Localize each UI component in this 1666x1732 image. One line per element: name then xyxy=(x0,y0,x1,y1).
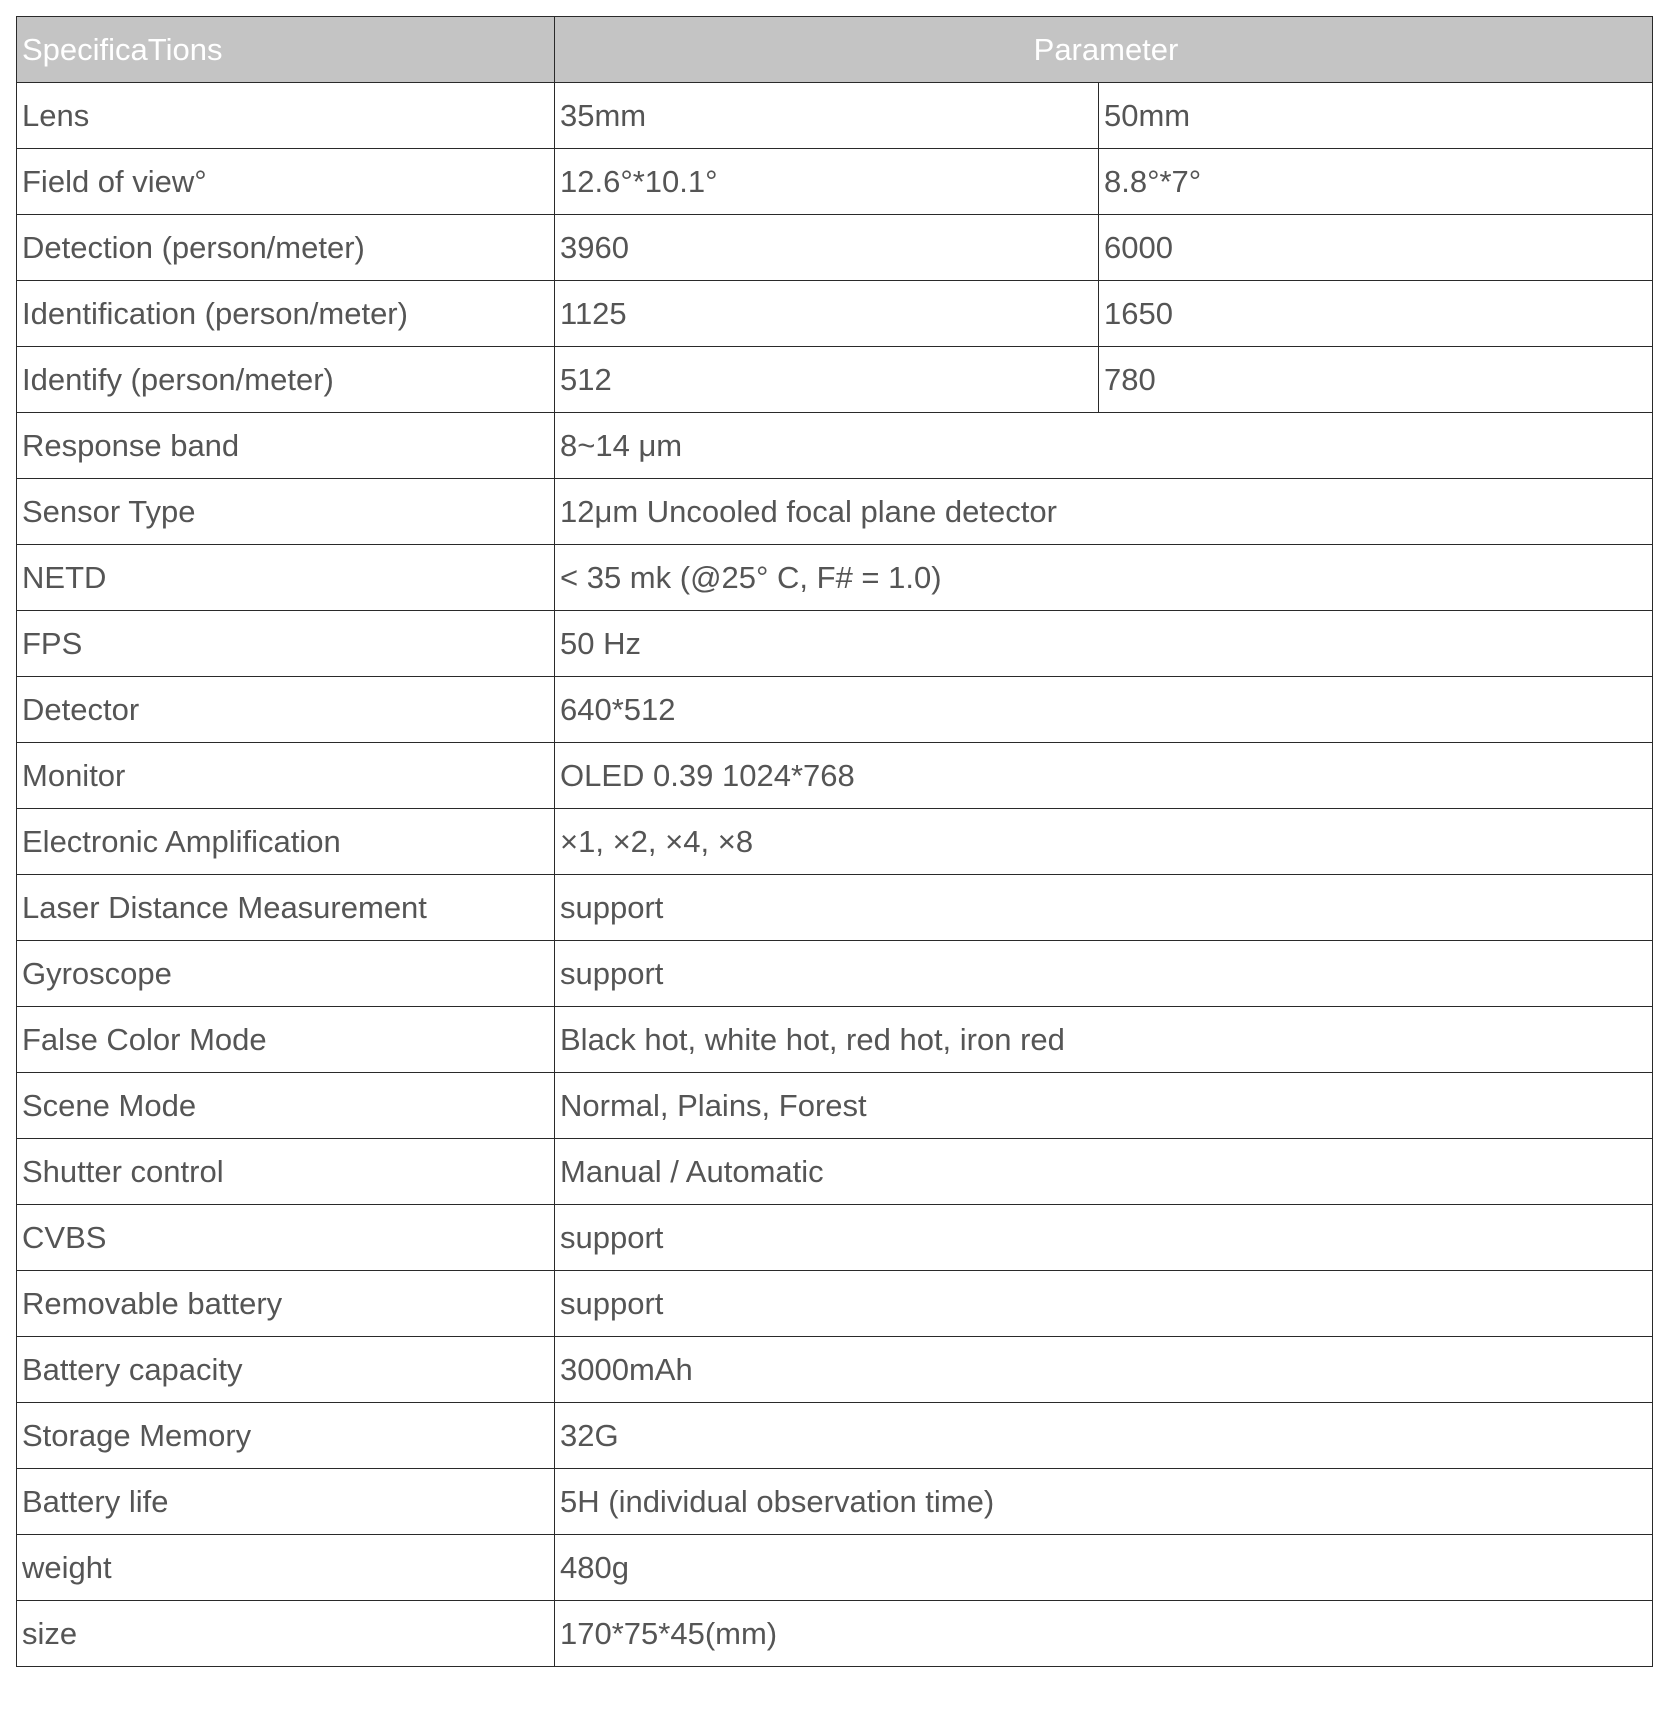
spec-label: Electronic Amplification xyxy=(17,809,555,875)
table-row xyxy=(17,1403,1653,1469)
spec-label: Battery capacity xyxy=(17,1337,555,1403)
spec-value-35mm: 512 xyxy=(555,347,1099,413)
table-row xyxy=(17,1337,1653,1403)
spec-label: Response band xyxy=(17,413,555,479)
spec-value-50mm: 6000 xyxy=(1099,215,1653,281)
table-row xyxy=(17,1271,1653,1337)
spec-value: 8~14 μm xyxy=(555,413,1653,479)
table-row xyxy=(17,1205,1653,1271)
table-row xyxy=(17,809,1653,875)
spec-value: 480g xyxy=(555,1535,1653,1601)
spec-value-35mm: 35mm xyxy=(555,83,1099,149)
table-row xyxy=(17,1007,1653,1073)
specifications-header: SpecificaTions xyxy=(17,17,555,83)
spec-value: 50 Hz xyxy=(555,611,1653,677)
spec-value: ×1, ×2, ×4, ×8 xyxy=(555,809,1653,875)
spec-label: Storage Memory xyxy=(17,1403,555,1469)
spec-value: 12μm Uncooled focal plane detector xyxy=(555,479,1653,545)
table-row xyxy=(17,941,1653,1007)
spec-label: Field of view° xyxy=(17,149,555,215)
table-row xyxy=(17,281,1653,347)
spec-value-50mm: 50mm xyxy=(1099,83,1653,149)
spec-value: support xyxy=(555,1271,1653,1337)
spec-label: Removable battery xyxy=(17,1271,555,1337)
spec-value: Black hot, white hot, red hot, iron red xyxy=(555,1007,1653,1073)
table-row xyxy=(17,545,1653,611)
spec-label: Shutter control xyxy=(17,1139,555,1205)
table-row xyxy=(17,1073,1653,1139)
specifications-table xyxy=(16,16,1653,1667)
spec-label: False Color Mode xyxy=(17,1007,555,1073)
spec-value: 5H (individual observation time) xyxy=(555,1469,1653,1535)
table-row xyxy=(17,1535,1653,1601)
spec-label: Scene Mode xyxy=(17,1073,555,1139)
spec-label: Detection (person/meter) xyxy=(17,215,555,281)
parameter-header: Parameter xyxy=(555,17,1653,83)
spec-label: Monitor xyxy=(17,743,555,809)
spec-value: 3000mAh xyxy=(555,1337,1653,1403)
table-header-row xyxy=(17,17,1653,83)
table-row xyxy=(17,611,1653,677)
spec-label: Identify (person/meter) xyxy=(17,347,555,413)
spec-value-35mm: 1125 xyxy=(555,281,1099,347)
table-row xyxy=(17,875,1653,941)
table-row xyxy=(17,347,1653,413)
spec-label: size xyxy=(17,1601,555,1667)
spec-value: OLED 0.39 1024*768 xyxy=(555,743,1653,809)
spec-value: Normal, Plains, Forest xyxy=(555,1073,1653,1139)
spec-value: support xyxy=(555,875,1653,941)
table-row xyxy=(17,149,1653,215)
spec-value-50mm: 8.8°*7° xyxy=(1099,149,1653,215)
spec-value: support xyxy=(555,1205,1653,1271)
spec-value-35mm: 3960 xyxy=(555,215,1099,281)
spec-label: NETD xyxy=(17,545,555,611)
table-row xyxy=(17,83,1653,149)
spec-value-50mm: 1650 xyxy=(1099,281,1653,347)
spec-label: Identification (person/meter) xyxy=(17,281,555,347)
spec-value-35mm: 12.6°*10.1° xyxy=(555,149,1099,215)
spec-value-50mm: 780 xyxy=(1099,347,1653,413)
spec-label: Laser Distance Measurement xyxy=(17,875,555,941)
spec-value: 640*512 xyxy=(555,677,1653,743)
spec-value: 170*75*45(mm) xyxy=(555,1601,1653,1667)
table-row xyxy=(17,1139,1653,1205)
table-row xyxy=(17,1469,1653,1535)
spec-label: weight xyxy=(17,1535,555,1601)
spec-value: 32G xyxy=(555,1403,1653,1469)
spec-label: CVBS xyxy=(17,1205,555,1271)
table-row xyxy=(17,677,1653,743)
spec-label: Sensor Type xyxy=(17,479,555,545)
spec-label: Lens xyxy=(17,83,555,149)
spec-value: support xyxy=(555,941,1653,1007)
spec-label: Gyroscope xyxy=(17,941,555,1007)
table-row xyxy=(17,1601,1653,1667)
spec-label: Battery life xyxy=(17,1469,555,1535)
spec-value: Manual / Automatic xyxy=(555,1139,1653,1205)
spec-label: FPS xyxy=(17,611,555,677)
spec-value: < 35 mk (@25° C, F# = 1.0) xyxy=(555,545,1653,611)
table-row xyxy=(17,215,1653,281)
spec-label: Detector xyxy=(17,677,555,743)
table-row xyxy=(17,413,1653,479)
table-row xyxy=(17,743,1653,809)
table-row xyxy=(17,479,1653,545)
